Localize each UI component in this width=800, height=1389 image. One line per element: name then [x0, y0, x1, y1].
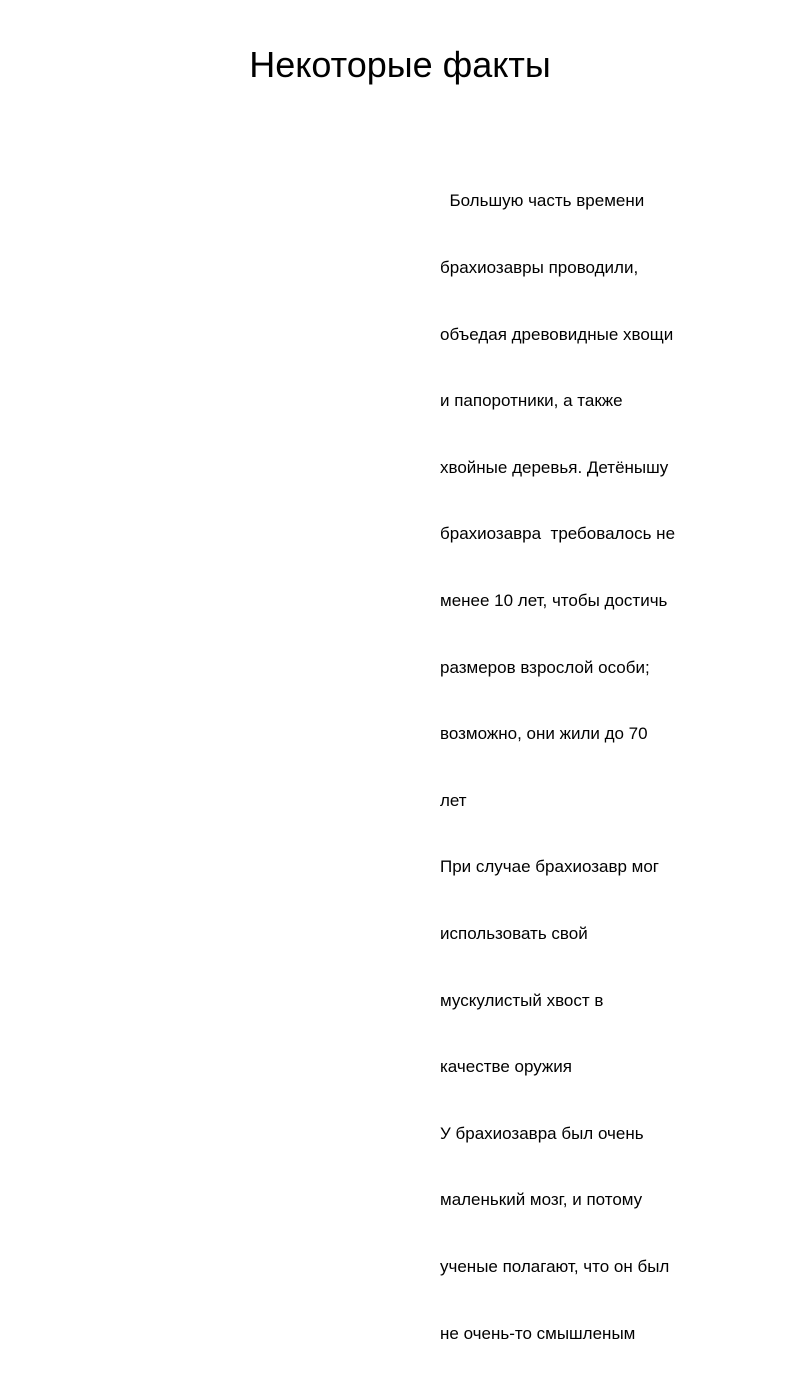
- body-line: и папоротники, а также: [440, 391, 623, 411]
- body-line: У брахиозавра был очень: [440, 1123, 644, 1143]
- body-line: маленький мозг, и потому: [440, 1190, 643, 1210]
- body-line: использовать свой: [440, 923, 588, 943]
- body-line: качестве оружия: [440, 1057, 572, 1077]
- body-line: не очень-то смышленым: [440, 1323, 636, 1343]
- body-line: размеров взрослой особи;: [440, 657, 650, 677]
- body-line: объедая древовидные хвощи: [440, 324, 674, 344]
- body-line: хвойные деревья. Детёнышу: [440, 457, 669, 477]
- body-line: возможно, они жили до 70: [440, 724, 648, 744]
- body-line: мускулистый хвост в: [440, 990, 604, 1010]
- body-line: Большую часть времени: [440, 191, 645, 211]
- body-line: лет: [440, 790, 467, 810]
- slide-title: Некоторые факты: [249, 44, 551, 85]
- body-line: брахиозавры проводили,: [440, 258, 639, 277]
- body-line: менее 10 лет, чтобы достичь: [440, 590, 668, 610]
- body-line: ученые полагают, что он был: [440, 1256, 670, 1276]
- slide-body-text: [440, 146, 770, 1389]
- body-line: При случае брахиозавр мог: [440, 857, 660, 877]
- body-line: брахиозавра требовалось не: [440, 524, 676, 544]
